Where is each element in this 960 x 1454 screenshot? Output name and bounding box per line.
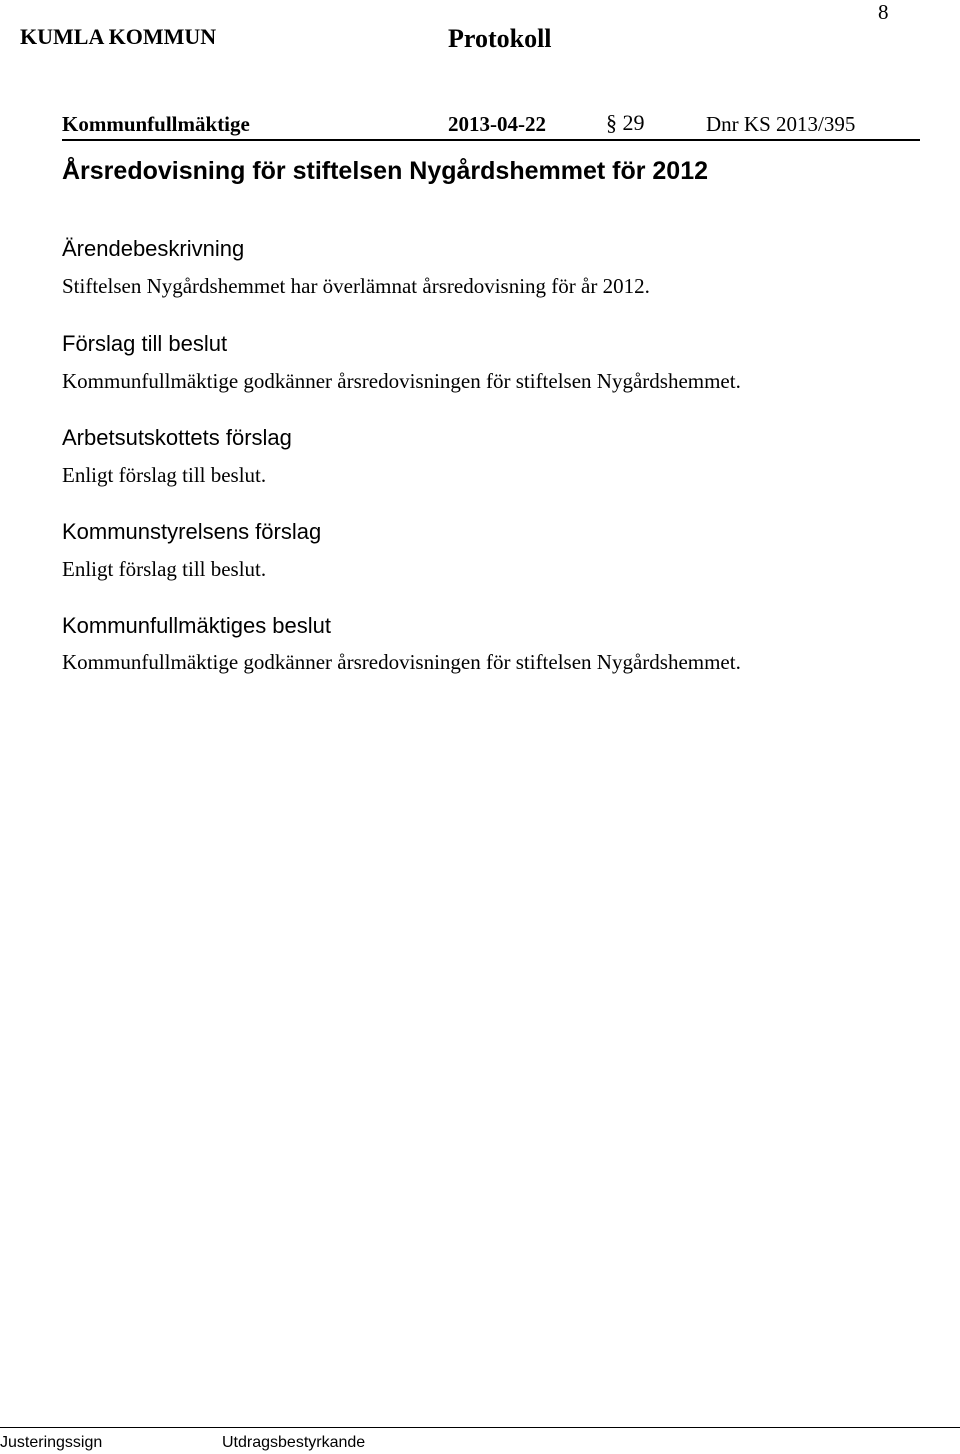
footer-divider	[0, 1427, 960, 1428]
page-number: 8	[878, 0, 889, 24]
footer-utdrag-label: Utdragsbestyrkande	[222, 1434, 366, 1451]
section-text-kommunstyrelsen: Enligt förslag till beslut.	[62, 557, 267, 581]
section-heading-kommunstyrelsen: Kommunstyrelsens förslag	[62, 519, 322, 544]
section-text-arbetsutskottet: Enligt förslag till beslut.	[62, 463, 267, 487]
section-text-forslag: Kommunfullmäktige godkänner årsredovisningen för stiftelsen Nygårdshemmet.	[62, 369, 741, 393]
section-heading-arbetsutskottet: Arbetsutskottets förslag	[62, 425, 292, 450]
section-text-arendebeskrivning: Stiftelsen Nygårdshemmet har överlämnat årsredovisning för år 2012.	[62, 274, 650, 298]
footer-justering-label: Justeringssign	[0, 1434, 103, 1451]
meeting-body: Kommunfullmäktige	[62, 112, 250, 136]
section-heading-beslut: Kommunfullmäktiges beslut	[62, 613, 332, 638]
page-title: Årsredovisning för stiftelsen Nygårdshemmet för 2012	[62, 157, 709, 185]
header-divider	[62, 139, 920, 141]
section-heading-arendebeskrivning: Ärendebeskrivning	[62, 236, 245, 261]
diary-number: Dnr KS 2013/395	[706, 112, 856, 136]
section-number: § 29	[606, 110, 645, 135]
meeting-date: 2013-04-22	[448, 112, 546, 136]
section-heading-forslag: Förslag till beslut	[62, 331, 228, 356]
section-text-beslut: Kommunfullmäktige godkänner årsredovisningen för stiftelsen Nygårdshemmet.	[62, 650, 741, 674]
document-type: Protokoll	[448, 24, 552, 53]
organization-name: KUMLA KOMMUN	[20, 24, 217, 49]
